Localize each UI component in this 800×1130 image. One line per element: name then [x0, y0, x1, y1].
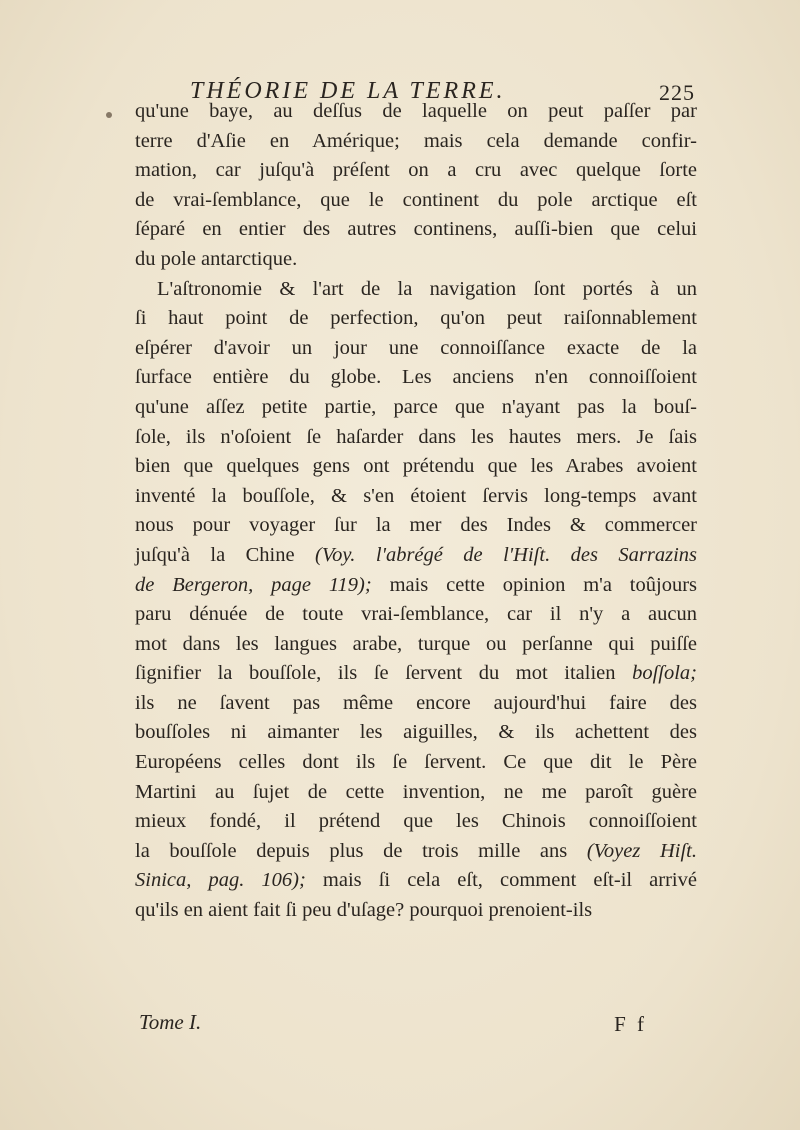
text-line [135, 334, 697, 364]
line-text: ſole, ils n'oſoient ſe haſarder dans les hautes mers. Je ſais [135, 425, 697, 448]
text-line [135, 452, 697, 482]
line-text: ſignifier la bouſſole, ils ſe ſervent du mot italien [135, 662, 633, 685]
line-text: bien que quelques gens ont prétendu que les Arabes avoient [135, 455, 697, 478]
page-footer [135, 1010, 697, 1044]
text-line [135, 363, 697, 393]
italic-citation: boſſola; [632, 662, 697, 685]
italic-citation: (Voy. l'abrégé de l'Hiſt. des Sarrazins [315, 543, 697, 566]
line-text: eſpérer d'avoir un jour une connoiſſance exacte de la [135, 336, 697, 359]
line-text: de vrai-ſemblance, que le continent du pole arctique eſt [135, 188, 697, 211]
line-text: mation, car juſqu'à préſent on a cru avec quelque ſorte [135, 159, 697, 182]
running-title: THÉORIE DE LA TERRE. [190, 78, 506, 104]
line-text: nous pour voyager ſur la mer des Indes & commercer [135, 514, 697, 537]
text-line [135, 866, 697, 896]
text-line [135, 571, 697, 601]
text-line [135, 423, 697, 453]
text-line [135, 511, 697, 541]
text-line [135, 689, 697, 719]
line-text: qu'une baye, au deſſus de laquelle on peut paſſer par [135, 100, 697, 122]
text-line [135, 275, 697, 305]
italic-citation: (Voyez Hiſt. [586, 839, 697, 862]
line-text: du pole antarctique. [135, 247, 298, 270]
text-line [135, 837, 697, 867]
text-line [135, 97, 697, 127]
text-line [135, 600, 697, 630]
line-text: Martini au ſujet de cette invention, ne me paroît guère [135, 780, 697, 803]
line-text: inventé la bouſſole, & s'en étoient ſervis long-temps avant [135, 484, 697, 507]
line-text: qu'ils en aient fait ſi peu d'uſage? pourquoi prenoient-ils [135, 899, 593, 922]
volume-label: Tome I. [139, 1010, 202, 1034]
text-line [135, 156, 697, 186]
line-text: la bouſſole depuis plus de trois mille ans [135, 839, 587, 862]
signature-mark: F f [614, 1012, 647, 1036]
text-line [135, 186, 697, 216]
line-text: mieux fondé, il prétend que les Chinois connoiſſoient [135, 810, 697, 833]
line-text: qu'une aſſez petite partie, parce que n'ayant pas la bouſ- [135, 395, 697, 418]
text-line [135, 659, 697, 689]
text-line [135, 393, 697, 423]
line-text: ſurface entière du globe. Les anciens n'en connoiſſoient [135, 366, 697, 389]
text-line [135, 127, 697, 157]
body-text [135, 97, 697, 926]
line-text: mais ſi cela eſt, comment eſt-il arrivé [305, 869, 697, 892]
line-text: mot dans les langues arabe, turque ou perſanne qui puiſſe [135, 632, 697, 655]
text-line [135, 748, 697, 778]
line-text: ils ne ſavent pas même encore aujourd'hui faire des [135, 691, 697, 714]
text-line [135, 630, 697, 660]
text-line [135, 896, 697, 926]
line-text: L'aſtronomie & l'art de la navigation ſont portés à un [157, 277, 697, 300]
text-line [135, 245, 697, 275]
line-text: bouſſoles ni aimanter les aiguilles, & ils achettent des [135, 721, 697, 744]
text-line [135, 215, 697, 245]
line-text: ſi haut point de perfection, qu'on peut raiſonnablement [135, 307, 697, 330]
ink-smudge [106, 112, 112, 118]
page-number: 225 [659, 80, 695, 105]
text-line [135, 778, 697, 808]
line-text: ſéparé en entier des autres continens, auſſi-bien que celui [135, 218, 697, 241]
text-line [135, 807, 697, 837]
line-text: juſqu'à la Chine [135, 543, 316, 566]
text-line [135, 482, 697, 512]
line-text: terre d'Aſie en Amérique; mais cela demande confir- [135, 129, 697, 152]
line-text: mais cette opinion m'a toûjours [371, 573, 697, 596]
line-text: Européens celles dont ils ſe ſervent. Ce que dit le Père [135, 751, 697, 774]
text-line [135, 541, 697, 571]
text-line [135, 304, 697, 334]
italic-citation: de Bergeron, page 119); [135, 573, 372, 596]
text-line [135, 718, 697, 748]
italic-citation: Sinica, pag. 106); [135, 869, 306, 892]
line-text: paru dénuée de toute vrai-ſemblance, car il n'y a aucun [135, 603, 697, 626]
